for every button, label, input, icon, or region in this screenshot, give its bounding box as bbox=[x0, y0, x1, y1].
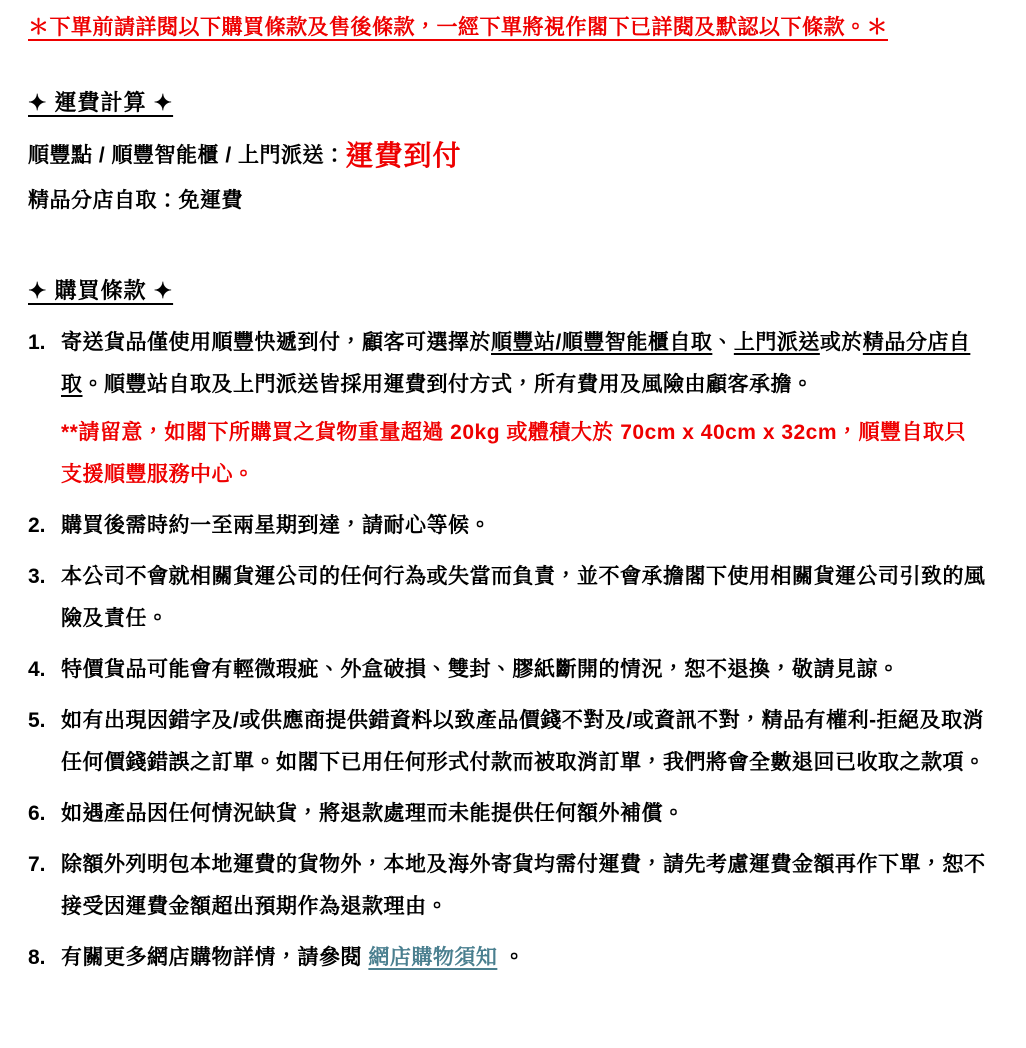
text-segment: 或於 bbox=[819, 331, 863, 354]
text-segment: 特價貨品可能會有輕微瑕疵、外盒破損、雙封、膠紙斷開的情況，恕不退換，敬請見諒。 bbox=[61, 658, 900, 681]
term-item-6 bbox=[28, 793, 986, 835]
text-segment: 購買後需時約一至兩星期到達，請耐心等候。 bbox=[61, 514, 491, 537]
term-number: 3. bbox=[28, 565, 46, 588]
term-number: 7. bbox=[28, 853, 46, 876]
text-segment: 。順豐站自取及上門派送皆採用運費到付方式，所有費用及風險由顧客承擔。 bbox=[82, 373, 814, 396]
weight-size-warning: **請留意，如閣下所購買之貨物重量超過 20kg 或體積大於 70cm x 40cm x 32cm，順豐自取只支援順豐服務中心。 bbox=[61, 421, 967, 486]
term-item-3 bbox=[28, 556, 986, 640]
term-text bbox=[61, 505, 986, 547]
text-segment: 有關更多網店購物詳情，請參閱 bbox=[61, 946, 369, 969]
term-item-5 bbox=[28, 700, 986, 784]
term-number: 1. bbox=[28, 331, 46, 354]
text-segment: 順豐站/順豐智能櫃自取 bbox=[491, 331, 713, 354]
term-text bbox=[61, 793, 986, 835]
terms-list bbox=[28, 322, 986, 979]
term-item-8 bbox=[28, 937, 986, 979]
term-text bbox=[61, 322, 986, 496]
term-text bbox=[61, 649, 986, 691]
shipping-cod-value: 運費到付 bbox=[345, 140, 462, 171]
text-segment: 。 bbox=[497, 946, 526, 969]
text-segment: 如有出現因錯字及/或供應商提供錯資料以致產品價錢不對及/或資訊不對，精品有權利-拒絕及取消任何價錢錯誤之訂單。如閣下已用任何形式付款而被取消訂單，我們將會全數退回已收取之款項。 bbox=[61, 709, 986, 774]
term-number: 6. bbox=[28, 802, 46, 825]
term-item-4 bbox=[28, 649, 986, 691]
text-segment: 精品分店自取 bbox=[61, 331, 971, 396]
store-pickup-line: 精品分店自取：免運費 bbox=[28, 189, 243, 212]
text-segment: 除額外列明包本地運費的貨物外，本地及海外寄貨均需付運費，請先考慮運費金額再作下單，恕不接受因運費金額超出預期作為退款理由。 bbox=[61, 853, 986, 918]
term-number: 5. bbox=[28, 709, 46, 732]
text-segment: 如遇產品因任何情況缺貨，將退款處理而未能提供任何額外補償。 bbox=[61, 802, 685, 825]
term-text bbox=[61, 700, 986, 784]
text-segment: 本公司不會就相關貨運公司的任何行為或失當而負責，並不會承擔閣下使用相關貨運公司引致的風險及責任。 bbox=[61, 565, 986, 630]
term-item-7 bbox=[28, 844, 986, 928]
shipping-fee-heading: ✦ 運費計算 ✦ bbox=[28, 90, 174, 115]
text-segment: 寄送貨品僅使用順豐快遞到付，顧客可選擇於 bbox=[61, 331, 491, 354]
shipping-methods-line bbox=[28, 138, 986, 174]
term-text bbox=[61, 556, 986, 640]
text-segment: 、 bbox=[712, 331, 734, 354]
term-item-2 bbox=[28, 505, 986, 547]
text-segment: 上門派送 bbox=[733, 331, 820, 354]
term-text bbox=[61, 844, 986, 928]
term-text bbox=[61, 937, 986, 979]
purchase-terms-heading: ✦ 購買條款 ✦ bbox=[28, 278, 174, 303]
term-number: 4. bbox=[28, 658, 46, 681]
term-number: 2. bbox=[28, 514, 46, 537]
term-item-1 bbox=[28, 322, 986, 496]
shipping-methods-label: 順豐點 / 順豐智能櫃 / 上門派送： bbox=[28, 144, 346, 167]
top-notice: ＊下單前請詳閱以下購買條款及售後條款，一經下單將視作閣下已詳閱及默認以下條款。＊ bbox=[28, 16, 888, 39]
store-shopping-notice-link[interactable]: 網店購物須知 bbox=[368, 946, 498, 969]
term-number: 8. bbox=[28, 946, 46, 969]
